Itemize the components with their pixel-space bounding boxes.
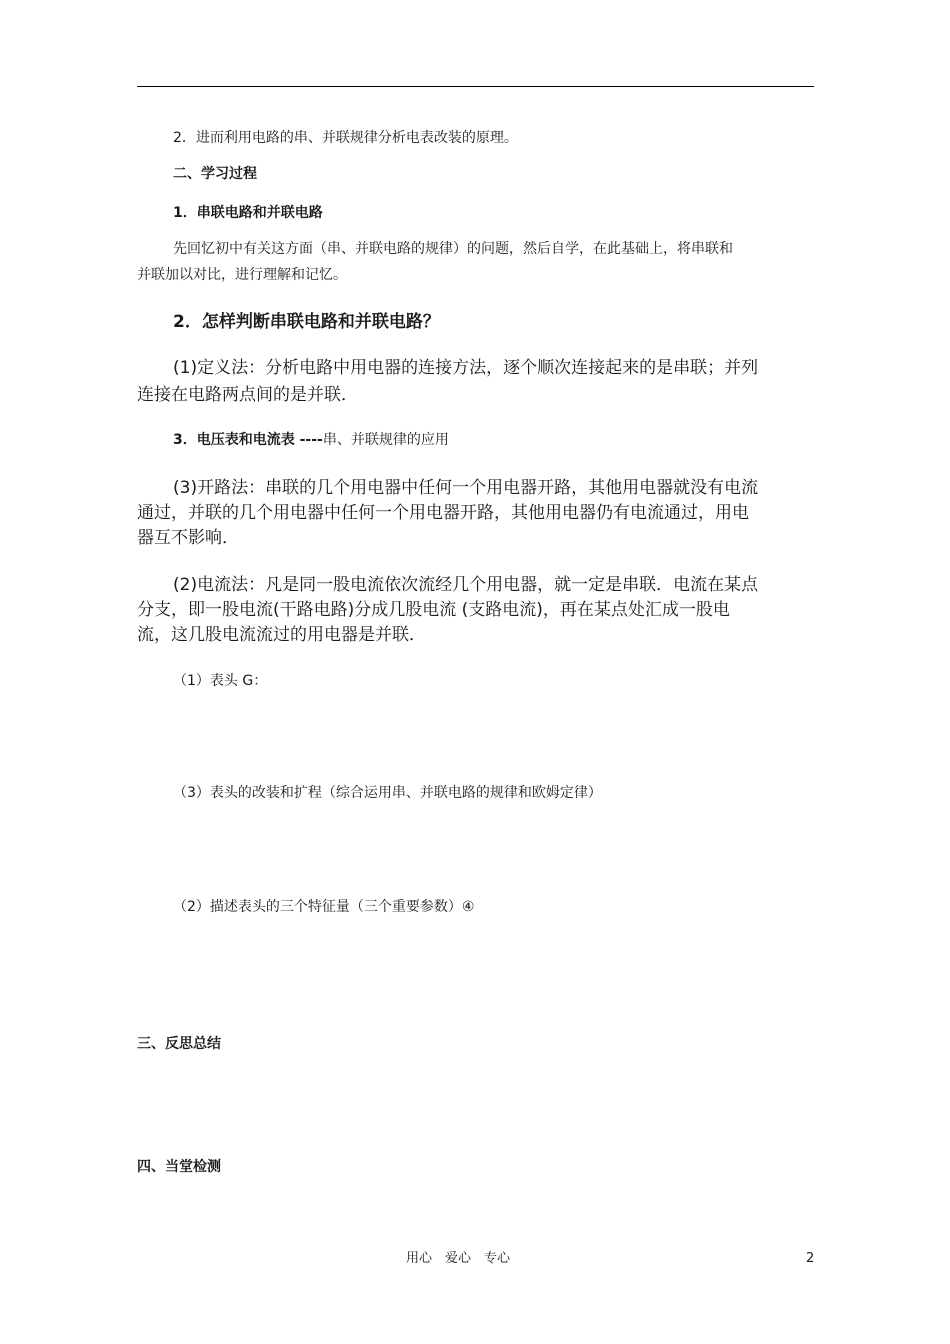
subheading-voltmeter-ammeter-bold: 3．电压表和电流表 ----	[173, 432, 323, 448]
section-heading-in-class-test: 四、当堂检测	[137, 1159, 221, 1175]
subheading-voltmeter-ammeter	[173, 430, 449, 450]
subheading-how-to-judge: 2．怎样判断串联电路和并联电路？	[173, 312, 440, 332]
open-circuit-method-line2: 通过，并联的几个用电器中任何一个用电器开路，其他用电器仍有电流通过，用电	[137, 503, 749, 523]
section-heading-learning-process: 二、学习过程	[173, 166, 257, 182]
list-item-2: 2．进而利用电路的串、并联规律分析电表改装的原理。	[173, 130, 518, 146]
subheading-series-parallel: 1．串联电路和并联电路	[173, 205, 323, 221]
paragraph-review-line1: 先回忆初中有关这方面（串、并联电路的规律）的问题，然后自学，在此基础上，将串联和	[173, 241, 733, 257]
meter-parameters-item: （2）描述表头的三个特征量（三个重要参数）④	[173, 899, 475, 915]
definition-method-line1: (1)定义法：分析电路中用电器的连接方法，逐个顺次连接起来的是串联；并列	[173, 358, 759, 378]
page-number: 2	[806, 1251, 815, 1266]
definition-method-line2: 连接在电路两点间的是并联．	[137, 385, 358, 405]
header-rule	[137, 86, 814, 87]
meter-modification-item: （3）表头的改装和扩程（综合运用串、并联电路的规律和欧姆定律）	[173, 785, 602, 801]
subheading-voltmeter-ammeter-rest: 串、并联规律的应用	[322, 432, 449, 448]
current-method-line1: (2)电流法：凡是同一股电流依次流经几个用电器，就一定是串联．电流在某点	[173, 575, 759, 595]
current-method-line3: 流，这几股电流流过的用电器是并联．	[137, 625, 426, 645]
paragraph-review-line2: 并联加以对比，进行理解和记忆。	[137, 267, 347, 283]
footer-motto: 用心 爱心 专心	[406, 1251, 511, 1266]
open-circuit-method-line3: 器互不影响．	[137, 528, 239, 548]
meter-head-item: （1）表头 G：	[173, 673, 268, 689]
open-circuit-method-line1: (3)开路法：串联的几个用电器中任何一个用电器开路，其他用电器就没有电流	[173, 478, 759, 498]
current-method-line2: 分支，即一股电流(干路电路)分成几股电流 (支路电流)，再在某点处汇成一股电	[137, 600, 730, 620]
section-heading-reflection: 三、反思总结	[137, 1036, 221, 1052]
